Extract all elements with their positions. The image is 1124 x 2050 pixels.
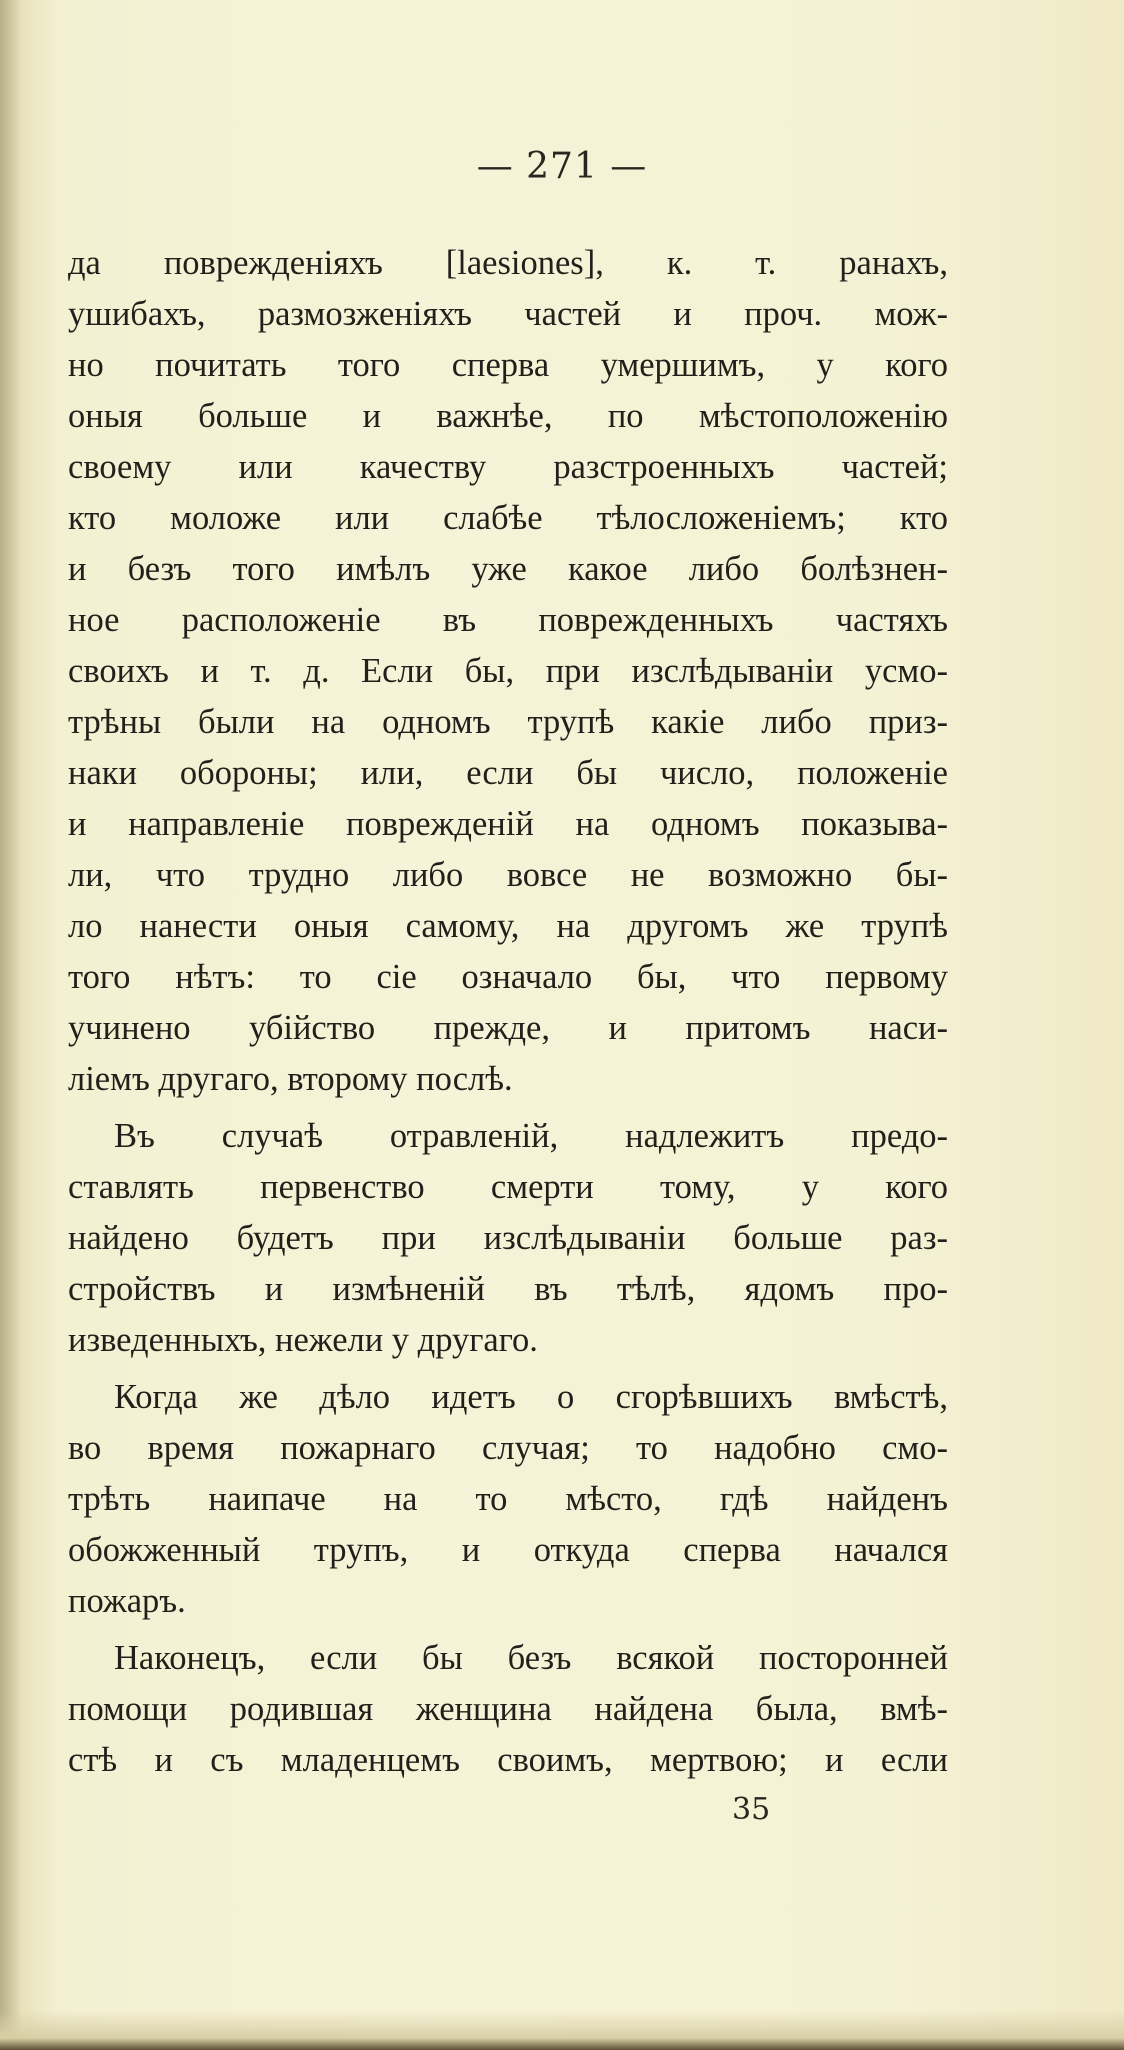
text-line: стройствъ и измѣненiй въ тѣлѣ, ядомъ про- xyxy=(68,1270,948,1308)
text-line: помощи родившая женщина найдена была, вмѣ- xyxy=(68,1690,948,1728)
text-line: учинено убiйство прежде, и притомъ наси- xyxy=(68,1009,948,1047)
text-line: ное расположенiе въ поврежденныхъ частяхъ xyxy=(68,601,948,639)
text-line: стѣ и съ младенцемъ своимъ, мертвою; и если xyxy=(68,1741,948,1779)
text-line: найдено будетъ при изслѣдыванiи больше раз- xyxy=(68,1219,948,1257)
gutter-shadow xyxy=(0,0,22,2050)
text-line: обожженный трупъ, и откуда сперва начался xyxy=(68,1531,948,1569)
text-line: ли, что трудно либо вовсе не возможно бы- xyxy=(68,856,948,894)
signature-mark: 35 xyxy=(732,1792,771,1827)
text-line: наки обороны; или, если бы число, положенiе xyxy=(68,754,948,792)
text-line: ло нанести оныя самому, на другомъ же трупѣ xyxy=(68,907,948,945)
text-line: ставлять первенство смерти тому, у кого xyxy=(68,1168,948,1206)
text-line: но почитать того сперва умершимъ, у кого xyxy=(68,346,948,384)
text-line: того нѣтъ: то сiе означало бы, что первому xyxy=(68,958,948,996)
text-line: лiемъ другаго, второму послѣ. xyxy=(68,1060,513,1098)
page-edge-shadow xyxy=(0,2010,1124,2050)
text-line: трѣть наипаче на то мѣсто, гдѣ найденъ xyxy=(68,1480,948,1518)
text-line: Когда же дѣло идетъ о сгорѣвшихъ вмѣстѣ, xyxy=(114,1378,948,1416)
text-line: оныя больше и важнѣе, по мѣстоположенiю xyxy=(68,397,948,435)
text-line: изведенныхъ, нежели у другаго. xyxy=(68,1321,538,1359)
text-line: и безъ того имѣлъ уже какое либо болѣзнен- xyxy=(68,550,948,588)
page-text xyxy=(68,238,948,1786)
text-line: ушибахъ, размозженiяхъ частей и проч. мож- xyxy=(68,295,948,333)
text-line: своему или качеству разстроенныхъ частей; xyxy=(68,448,948,486)
text-line: Въ случаѣ отравленiй, надлежитъ предо- xyxy=(114,1117,948,1155)
text-line: во время пожарнаго случая; то надобно смо- xyxy=(68,1429,948,1467)
page-number: — 271 — xyxy=(476,146,648,187)
text-line: своихъ и т. д. Если бы, при изслѣдыванiи усмо- xyxy=(68,652,948,690)
text-line: и направленiе поврежденiй на одномъ показыва- xyxy=(68,805,948,843)
text-line: да поврежденiяхъ [laesiones], к. т. ранахъ, xyxy=(68,244,948,282)
text-line: Наконецъ, если бы безъ всякой посторонней xyxy=(114,1639,948,1677)
text-line: пожаръ. xyxy=(68,1582,186,1620)
text-line: трѣны были на одномъ трупѣ какiе либо приз- xyxy=(68,703,948,741)
text-line: кто моложе или слабѣе тѣлосложенiемъ; кто xyxy=(68,499,948,537)
